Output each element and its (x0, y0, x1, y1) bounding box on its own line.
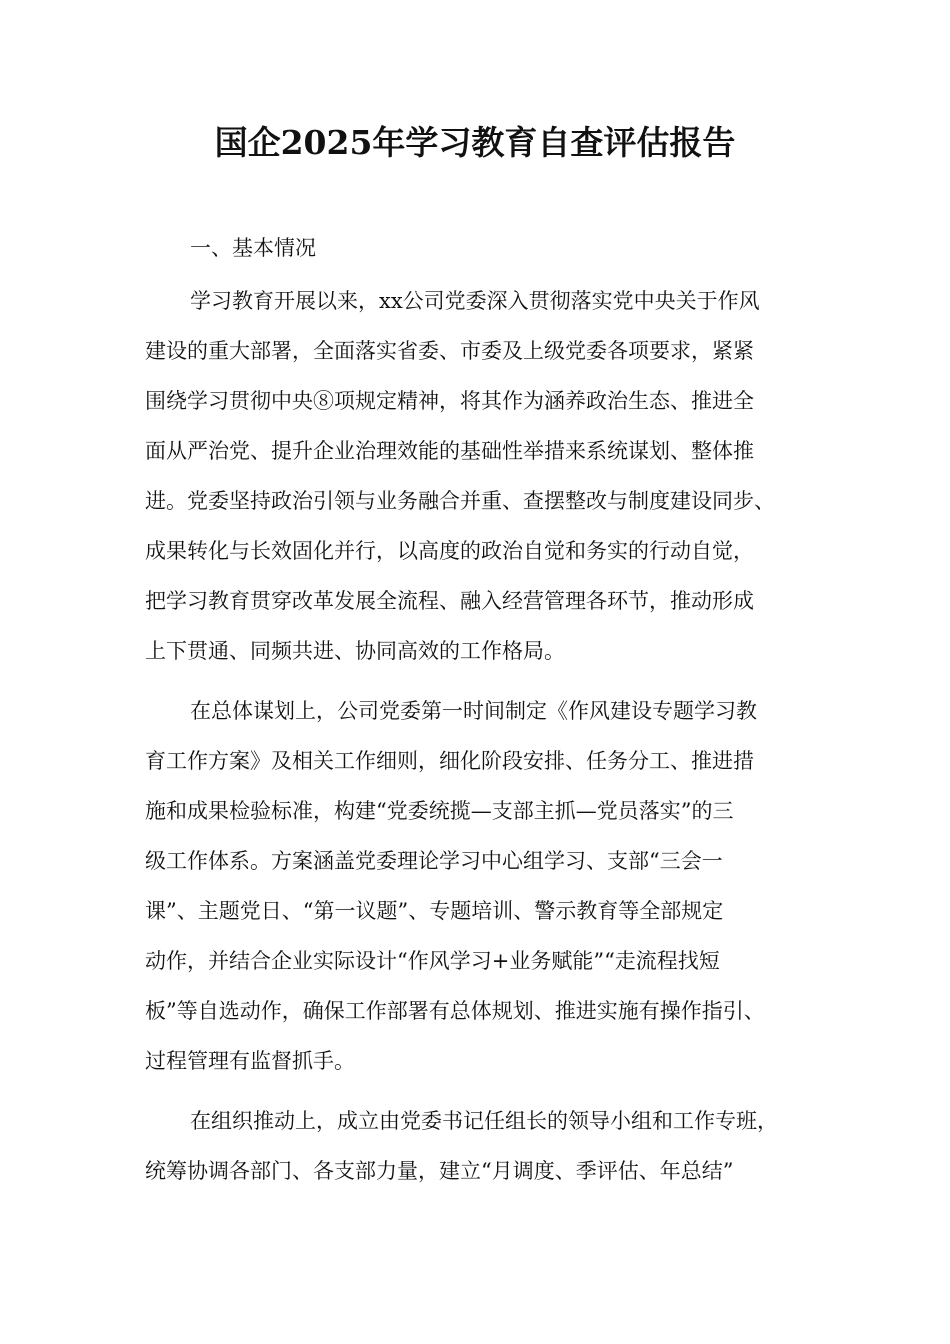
paragraph (145, 276, 810, 676)
paragraph-line: 级工作体系。方案涵盖党委理论学习中心组学习、支部“三会一 (145, 849, 723, 873)
paragraph-line: 统筹协调各部门、各支部力量，建立“月调度、季评估、年总结” (145, 1159, 734, 1183)
paragraph-line: 进。党委坚持政治引领与业务融合并重、查摆整改与制度建设同步、 (145, 489, 775, 513)
paragraph-line: 学习教育开展以来，xx公司党委深入贯彻落实党中央关于作风 (190, 289, 760, 313)
paragraph (145, 686, 810, 1086)
paragraph-line: 围绕学习贯彻中央⑧项规定精神，将其作为涵养政治生态、推进全 (145, 389, 754, 413)
paragraph-line: 动作，并结合企业实际设计“作风学习+业务赋能”“走流程找短 (145, 949, 720, 973)
paragraph-line: 育工作方案》及相关工作细则，细化阶段安排、任务分工、推进措 (145, 749, 754, 773)
paragraph-line: 把学习教育贯穿改革发展全流程、融入经营管理各环节，推动形成 (145, 589, 754, 613)
paragraph (145, 1096, 810, 1196)
paragraph-line: 课”、主题党日、“第一议题”、专题培训、警示教育等全部规定 (145, 899, 724, 923)
document-title: 国企2025年学习教育自查评估报告 (214, 123, 736, 162)
paragraph-line: 板”等自选动作，确保工作部署有总体规划、推进实施有操作指引、 (145, 999, 765, 1023)
section-heading: 一、基本情况 (190, 236, 316, 260)
paragraph-line: 面从严治党、提升企业治理效能的基础性举措来系统谋划、整体推 (145, 439, 754, 463)
paragraph-line: 在总体谋划上，公司党委第一时间制定《作风建设专题学习教 (190, 699, 757, 723)
paragraph-line: 在组织推动上，成立由党委书记任组长的领导小组和工作专班， (190, 1109, 778, 1133)
paragraph-line: 上下贯通、同频共进、协同高效的工作格局。 (145, 639, 565, 663)
paragraph-line: 建设的重大部署，全面落实省委、市委及上级党委各项要求，紧紧 (145, 339, 754, 363)
paragraph-line: 成果转化与长效固化并行，以高度的政治自觉和务实的行动自觉， (145, 539, 754, 563)
paragraph-line: 施和成果检验标准，构建“党委统揽—支部主抓—党员落实”的三 (145, 799, 734, 823)
paragraph-line: 过程管理有监督抓手。 (145, 1049, 355, 1073)
